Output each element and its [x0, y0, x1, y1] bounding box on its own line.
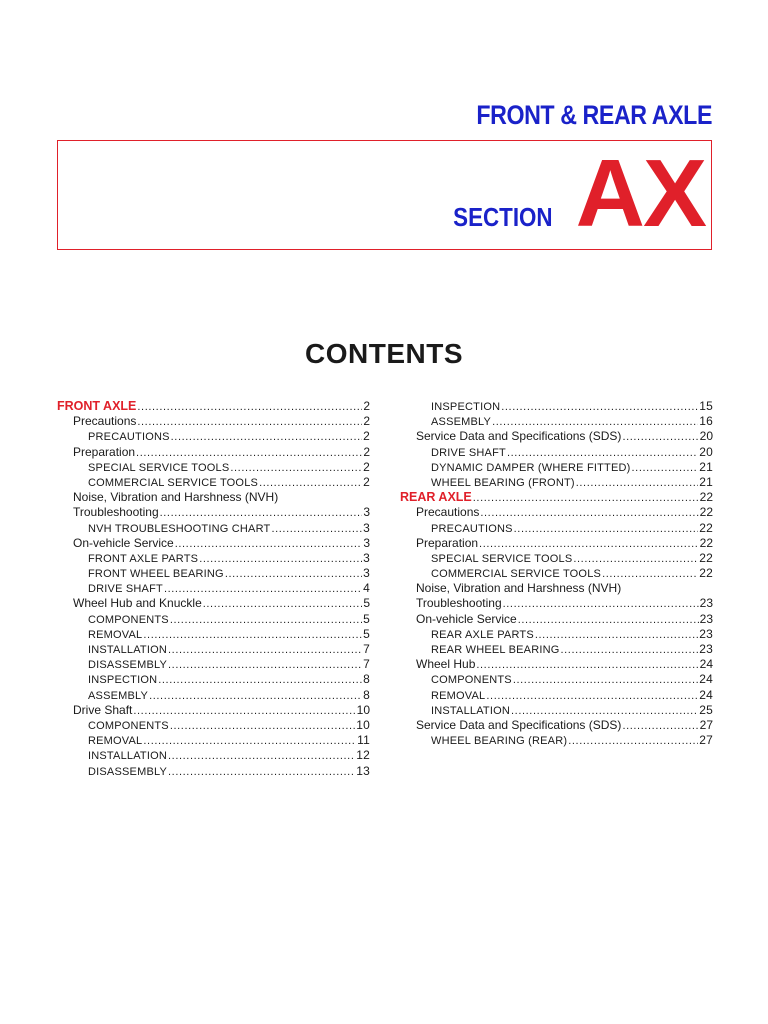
toc-entry-label: INSPECTION — [88, 674, 158, 687]
toc-dot-leader — [168, 658, 362, 672]
toc-dot-leader — [632, 461, 699, 475]
toc-page-number: 25 — [699, 702, 713, 717]
toc-dot-leader — [622, 430, 698, 444]
toc-page-number: 21 — [699, 474, 713, 489]
toc-page-number: 20 — [699, 429, 713, 444]
toc-entry-label: REAR AXLE — [400, 490, 472, 505]
toc-entry-label: COMPONENTS — [88, 719, 169, 732]
toc-dot-leader — [503, 597, 699, 611]
toc-page-number: 3 — [363, 505, 370, 520]
toc-subsection-entry[interactable] — [400, 551, 713, 566]
toc-dot-leader — [170, 719, 355, 733]
toc-entry-label: Precautions — [73, 414, 137, 429]
toc-dot-leader — [511, 704, 698, 718]
toc-section-entry[interactable] — [57, 596, 370, 611]
toc-entry-label: REMOVAL — [431, 689, 486, 702]
toc-dot-leader — [170, 613, 362, 627]
section-code: AX — [575, 140, 705, 247]
toc-dot-leader — [573, 552, 698, 566]
toc-dot-leader — [259, 476, 362, 490]
toc-section-entry[interactable] — [57, 703, 370, 718]
toc-page-number: 7 — [363, 657, 370, 672]
toc-page-number: 22 — [699, 550, 713, 565]
toc-dot-leader — [476, 658, 698, 672]
toc-entry-label: INSPECTION — [431, 401, 501, 413]
toc-section-entry[interactable] — [400, 581, 713, 596]
toc-entry-label: REMOVAL — [88, 735, 143, 748]
toc-section-entry[interactable] — [400, 536, 713, 551]
toc-page-number: 2 — [363, 414, 370, 429]
toc-page-number: 24 — [699, 657, 713, 672]
toc-page-number: 22 — [699, 535, 713, 550]
toc-section-entry[interactable] — [57, 445, 370, 460]
toc-dot-leader — [171, 430, 362, 444]
toc-subsection-entry[interactable] — [57, 718, 370, 733]
toc-page-number: 5 — [363, 596, 370, 611]
toc-entry-label: DISASSEMBLY — [88, 659, 168, 672]
toc-subsection-entry[interactable] — [57, 612, 370, 627]
toc-entry-label: COMMERCIAL SERVICE TOOLS — [431, 568, 602, 581]
toc-entry-label: Service Data and Specifications (SDS) — [416, 717, 622, 732]
toc-page-number: 5 — [363, 611, 370, 626]
toc-dot-leader — [133, 704, 355, 718]
toc-page-number: 3 — [363, 520, 370, 535]
toc-dot-leader — [203, 597, 363, 611]
toc-page-number: 2 — [363, 444, 370, 459]
toc-page-number: 22 — [699, 566, 713, 581]
toc-dot-leader — [271, 522, 362, 536]
toc-entry-label: FRONT AXLE PARTS — [88, 552, 199, 565]
toc-page-number: 8 — [363, 687, 370, 702]
toc-page-number: 15 — [699, 399, 713, 413]
toc-entry-label: INSTALLATION — [88, 750, 168, 763]
toc-dot-leader — [137, 415, 362, 429]
toc-dot-leader — [164, 582, 362, 596]
toc-subsection-entry[interactable] — [400, 475, 713, 490]
toc-page-number: 22 — [699, 520, 713, 535]
toc-page-number: 5 — [363, 626, 370, 641]
toc-subsection-entry[interactable] — [57, 748, 370, 763]
toc-page-number: 3 — [363, 535, 370, 550]
toc-entry-label: REAR AXLE PARTS — [431, 628, 534, 641]
toc-subsection-entry[interactable] — [57, 566, 370, 581]
toc-column-left — [57, 399, 370, 779]
toc-entry-label: PRECAUTIONS — [88, 431, 170, 444]
toc-section-entry[interactable] — [400, 596, 713, 611]
toc-dot-leader — [175, 537, 363, 551]
toc-page-number: 3 — [363, 550, 370, 565]
toc-entry-label: FRONT AXLE — [57, 399, 137, 413]
toc-subsection-entry[interactable] — [400, 703, 713, 718]
toc-section-entry[interactable] — [57, 536, 370, 551]
toc-chapter-entry[interactable] — [400, 490, 713, 505]
toc-subsection-entry[interactable] — [57, 581, 370, 596]
toc-entry-label: PRECAUTIONS — [431, 522, 513, 535]
toc-section-entry[interactable] — [57, 505, 370, 520]
toc-entry-label: INSTALLATION — [88, 644, 168, 656]
toc-entry-label: REAR WHEEL BEARING — [431, 644, 560, 656]
toc-dot-leader — [225, 567, 362, 581]
toc-entry-label: WHEEL BEARING (REAR) — [431, 735, 568, 748]
toc-page-number: 10 — [356, 702, 370, 717]
toc-dot-leader — [230, 461, 362, 475]
toc-subsection-entry[interactable] — [400, 445, 713, 460]
toc-entry-label: INSTALLATION — [431, 704, 511, 717]
toc-dot-leader — [168, 749, 355, 763]
toc-entry-label: On-vehicle Service — [73, 535, 174, 550]
toc-dot-leader — [513, 673, 698, 687]
toc-dot-leader — [168, 643, 362, 657]
toc-entry-label: Service Data and Specifications (SDS) — [416, 429, 622, 444]
toc-dot-leader — [568, 734, 698, 748]
toc-page-number: 23 — [699, 642, 713, 656]
toc-dot-leader — [158, 673, 362, 687]
toc-subsection-entry[interactable] — [57, 733, 370, 748]
section-box — [57, 140, 712, 250]
toc-subsection-entry[interactable] — [57, 642, 370, 657]
toc-dot-leader — [149, 689, 362, 703]
toc-entry-label: Precautions — [416, 505, 480, 520]
toc-section-entry[interactable] — [400, 612, 713, 627]
toc-entry-label: DISASSEMBLY — [88, 765, 168, 778]
toc-page-number: 23 — [699, 596, 713, 611]
toc-entry-label: WHEEL BEARING (FRONT) — [431, 476, 575, 489]
toc-section-entry[interactable] — [400, 429, 713, 444]
toc-page-number: 11 — [357, 733, 370, 748]
toc-entry-label: Noise, Vibration and Harshness (NVH) — [416, 581, 622, 596]
toc-section-entry[interactable] — [57, 414, 370, 429]
toc-dot-leader — [501, 400, 698, 414]
toc-page-number: 3 — [363, 566, 370, 581]
toc-dot-leader — [561, 643, 699, 657]
toc-subsection-entry[interactable] — [57, 475, 370, 490]
toc-entry-label: Preparation — [73, 444, 136, 459]
toc-page-number: 13 — [356, 763, 370, 778]
toc-dot-leader — [479, 537, 699, 551]
toc-entry-label: DRIVE SHAFT — [431, 446, 506, 459]
toc-dot-leader — [160, 506, 363, 520]
toc-page-number: 16 — [699, 414, 713, 429]
toc-section-entry[interactable] — [400, 718, 713, 733]
toc-entry-label: COMMERCIAL SERVICE TOOLS — [88, 476, 259, 489]
toc-entry-label: COMPONENTS — [88, 613, 169, 626]
toc-dot-leader — [199, 552, 362, 566]
toc-subsection-entry[interactable] — [57, 688, 370, 703]
toc-subsection-entry[interactable] — [57, 521, 370, 536]
section-label: SECTION — [453, 202, 553, 232]
toc-page-number: 23 — [699, 611, 713, 626]
toc-entry-label: Wheel Hub and Knuckle — [73, 596, 202, 611]
toc-subsection-entry[interactable] — [400, 672, 713, 687]
toc-subsection-entry[interactable] — [400, 399, 713, 414]
toc-subsection-entry[interactable] — [400, 414, 713, 429]
toc-dot-leader — [168, 765, 355, 779]
toc-page-number: 8 — [363, 672, 370, 687]
toc-entry-label: NVH TROUBLESHOOTING CHART — [88, 522, 271, 535]
toc-entry-label: On-vehicle Service — [416, 611, 517, 626]
toc-subsection-entry[interactable] — [400, 642, 713, 657]
toc-page-number: 7 — [363, 642, 370, 656]
toc-dot-leader — [514, 522, 699, 536]
toc-subsection-entry[interactable] — [400, 688, 713, 703]
toc-subsection-entry[interactable] — [57, 627, 370, 642]
toc-dot-leader — [492, 415, 698, 429]
toc-subsection-entry[interactable] — [400, 733, 713, 748]
toc-entry-label: FRONT WHEEL BEARING — [88, 568, 224, 581]
toc-page-number: 27 — [699, 733, 713, 748]
toc-page-number: 21 — [699, 459, 713, 474]
toc-entry-label: REMOVAL — [88, 628, 143, 641]
toc-dot-leader — [507, 446, 698, 460]
toc-dot-leader — [143, 628, 362, 642]
toc-chapter-entry[interactable] — [57, 399, 370, 414]
toc-entry-label: Wheel Hub — [416, 657, 476, 672]
toc-dot-leader — [486, 689, 698, 703]
toc-entry-label: Noise, Vibration and Harshness (NVH) — [73, 490, 279, 505]
toc-entry-label: Troubleshooting — [416, 596, 502, 611]
contents-heading: CONTENTS — [305, 338, 463, 369]
toc-section-entry[interactable] — [57, 490, 370, 505]
toc-page-number: 2 — [363, 474, 370, 489]
toc-subsection-entry[interactable] — [400, 566, 713, 581]
toc-section-entry[interactable] — [400, 505, 713, 520]
toc-dot-leader — [137, 400, 362, 414]
toc-page-number: 12 — [356, 748, 370, 763]
toc-page-number: 23 — [699, 626, 713, 641]
toc-subsection-entry[interactable] — [57, 460, 370, 475]
toc-dot-leader — [576, 476, 699, 490]
toc-dot-leader — [136, 446, 362, 460]
toc-subsection-entry[interactable] — [57, 551, 370, 566]
toc-dot-leader — [622, 719, 698, 733]
toc-page-number: 24 — [699, 687, 713, 702]
toc-entry-label: ASSEMBLY — [88, 689, 149, 702]
toc-column-right — [400, 399, 713, 748]
toc-page-number: 24 — [699, 672, 713, 687]
toc-subsection-entry[interactable] — [400, 627, 713, 642]
toc-dot-leader — [602, 567, 698, 581]
toc-dot-leader — [480, 506, 698, 520]
toc-entry-label: DYNAMIC DAMPER (WHERE FITTED) — [431, 461, 631, 474]
toc-page-number: 10 — [356, 717, 370, 732]
toc-page-number: 22 — [699, 505, 713, 520]
toc-page-number: 4 — [363, 581, 370, 596]
toc-subsection-entry[interactable] — [57, 764, 370, 779]
toc-entry-label: Troubleshooting — [73, 505, 159, 520]
page-title: FRONT & REAR AXLE — [476, 100, 712, 130]
toc-page-number: 2 — [363, 459, 370, 474]
toc-entry-label: Drive Shaft — [73, 702, 133, 717]
toc-subsection-entry[interactable] — [57, 429, 370, 444]
toc-entry-label: COMPONENTS — [431, 674, 512, 687]
toc-dot-leader — [535, 628, 698, 642]
toc-entry-label: SPECIAL SERVICE TOOLS — [88, 461, 230, 474]
toc-dot-leader — [143, 734, 356, 748]
toc-entry-label: Preparation — [416, 535, 479, 550]
toc-page-number: 27 — [699, 717, 713, 732]
toc-entry-label: DRIVE SHAFT — [88, 583, 163, 596]
toc-subsection-entry[interactable] — [57, 657, 370, 672]
toc-subsection-entry[interactable] — [400, 460, 713, 475]
toc-entry-label: ASSEMBLY — [431, 416, 492, 429]
toc-page-number: 2 — [363, 399, 370, 413]
toc-subsection-entry[interactable] — [400, 521, 713, 536]
toc-page-number: 22 — [699, 490, 713, 505]
toc-entry-label: SPECIAL SERVICE TOOLS — [431, 552, 573, 565]
toc-dot-leader — [473, 491, 699, 505]
toc-page-number: 20 — [699, 444, 713, 459]
toc-dot-leader — [518, 613, 699, 627]
toc-section-entry[interactable] — [400, 657, 713, 672]
toc-subsection-entry[interactable] — [57, 672, 370, 687]
toc-page-number: 2 — [363, 429, 370, 444]
